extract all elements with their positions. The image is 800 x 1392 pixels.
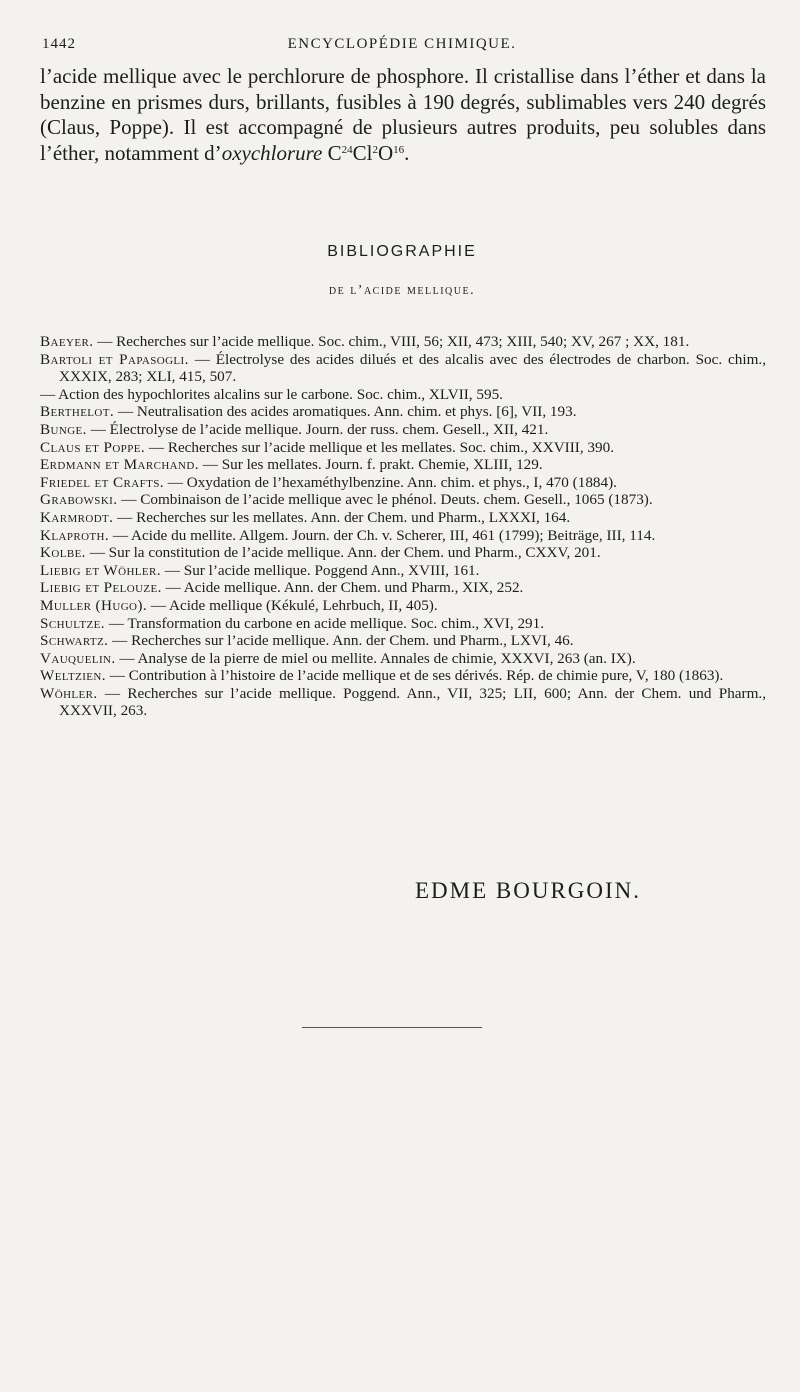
author-signature: EDME BOURGOIN. (414, 878, 642, 903)
reference-text: — Transformation du carbone en acide mellique. Soc. chim., XVI, 291. (108, 614, 545, 632)
reference-author: Muller (Hugo). (40, 596, 148, 614)
reference-text: — Acide mellique (Kékulé, Lehrbuch, II, 405). (150, 596, 438, 614)
reference-text: — Contribution à l’histoire de l’acide mellique et de ses dérivés. Rép. de chimie pure, V, 180 (1863). (109, 667, 724, 685)
reference-text: — Oxydation de l’hexaméthylbenzine. Ann. chim. et phys., I, 470 (1884). (167, 473, 617, 491)
reference-entry (40, 509, 766, 527)
reference-entry (40, 597, 766, 615)
reference-text: — Sur les mellates. Journ. f. prakt. Chemie, XLIII, 129. (202, 456, 543, 474)
reference-author: Baeyer. (40, 333, 94, 350)
reference-text: — Acide du mellite. Allgem. Journ. der Ch. v. Scherer, III, 461 (1799); Beiträge, III, 114. (112, 526, 656, 544)
reference-text: — Électrolyse des acides dilués et des alcalis avec des électrodes de charbon. Soc. chim., XXXIX, 283; XLI, 415, 507. (59, 350, 767, 386)
reference-entry (40, 491, 766, 509)
reference-author: Berthelot. (40, 403, 115, 421)
reference-text: — Recherches sur l’acide mellique. Poggend. Ann., VII, 325; LII, 600; Ann. der Chem. und Pharm., XXXVII, 263. (59, 684, 767, 720)
reference-author: Claus et Poppe. (40, 438, 146, 456)
reference-entry (40, 439, 766, 457)
reference-author: Friedel et Crafts. (40, 473, 164, 491)
lead-text: l’acide mellique avec le perchlorure de phosphore. Il cristallise dans l’éther et dans la benzine en prismes durs, brillants, fusibles à 190 degrés, sublimables vers 240 degrés (Claus, Poppe). Il est accompagné de plusieurs autres produits, peu solubles dans l’éther, notamment d’ (40, 64, 766, 165)
reference-text: — Recherches sur l’acide mellique. Soc. chim., VIII, 56; XII, 473; XIII, 540; XV, 267 ; XX, 181. (97, 333, 690, 350)
running-header (38, 30, 766, 56)
running-title: ENCYCLOPÉDIE CHIMIQUE. (287, 36, 517, 52)
reference-author: Liebig et Pelouze. (40, 579, 162, 597)
reference-entry (40, 351, 766, 386)
reference-entry (40, 544, 766, 562)
reference-entry (40, 685, 766, 720)
italic-term: oxychlorure (221, 140, 323, 165)
reference-text: — Recherches sur l’acide mellique. Ann. der Chem. und Pharm., LXVI, 46. (112, 632, 574, 650)
reference-author: Schwartz. (40, 632, 109, 650)
reference-author: Klaproth. (40, 526, 110, 544)
reference-entry (40, 456, 766, 474)
reference-text: — Analyse de la pierre de miel ou mellite. Annales de chimie, XXXVI, 263 (an. IX). (119, 649, 636, 667)
reference-author: Kolbe. (40, 544, 86, 562)
reference-author: Grabowski. (40, 491, 118, 509)
reference-text: — Recherches sur l’acide mellique et les mellates. Soc. chim., XXVIII, 390. (148, 438, 615, 456)
reference-text: — Acide mellique. Ann. der Chem. und Pharm., XIX, 252. (165, 579, 524, 597)
reference-text: — Neutralisation des acides aromatiques. Ann. chim. et phys. [6], VII, 193. (117, 403, 577, 421)
reference-author: Schultze. (40, 614, 105, 632)
reference-list (40, 333, 766, 720)
reference-entry (40, 527, 766, 545)
bibliography-subheading: de l’acide mellique. (328, 283, 476, 298)
reference-text: — Combinaison de l’acide mellique avec le phénol. Deuts. chem. Gesell., 1065 (1873). (121, 491, 653, 509)
reference-author: Weltzien. (40, 667, 106, 685)
reference-entry (40, 579, 766, 597)
reference-author: Karmrodt. (40, 508, 114, 526)
page-number: 1442 (42, 36, 76, 52)
reference-text: — Électrolyse de l’acide mellique. Journ. der russ. chem. Gesell., XII, 421. (90, 420, 549, 438)
reference-author: Vauquelin. (40, 649, 116, 667)
reference-entry (40, 562, 766, 580)
reference-entry (40, 403, 766, 421)
reference-entry (40, 421, 766, 439)
reference-entry (40, 333, 766, 351)
reference-entry (40, 650, 766, 668)
end-rule-divider (302, 1027, 482, 1028)
reference-entry (40, 386, 766, 404)
reference-text: — Action des hypochlorites alcalins sur le carbone. Soc. chim., XLVII, 595. (40, 385, 503, 403)
reference-author: Bunge. (40, 420, 87, 438)
reference-author: Bartoli et Papasogli. (40, 350, 189, 368)
reference-text: — Sur la constitution de l’acide mellique. Ann. der Chem. und Pharm., CXXV, 201. (89, 544, 601, 562)
bibliography-heading: BIBLIOGRAPHIE (327, 243, 477, 260)
reference-entry (40, 474, 766, 492)
reference-entry (40, 632, 766, 650)
reference-author: Wöhler. (40, 684, 98, 702)
lead-paragraph: l’acide mellique avec le perchlorure de phosphore. Il cristallise dans l’éther et dans la benzine en prismes durs, brillants, fusibles à 190 degrés, sublimables vers 240 degrés (Claus, Poppe). Il est accompagné de plusieurs autres produits, peu solubles dans l’éther, notamment d’oxychlorure $C^{24}Cl^2O^{16}$. (40, 64, 766, 165)
reference-author: Liebig et Wöhler. (40, 561, 161, 579)
document-page (38, 0, 766, 1392)
chemical-formula: $C^{24}Cl^2O^{16}$ (327, 140, 405, 165)
reference-text: — Sur l’acide mellique. Poggend Ann., XVIII, 161. (164, 561, 480, 579)
reference-author: Erdmann et Marchand. (40, 456, 199, 474)
reference-text: — Recherches sur les mellates. Ann. der Chem. und Pharm., LXXXI, 164. (117, 508, 571, 526)
reference-entry (40, 615, 766, 633)
reference-entry (40, 667, 766, 685)
